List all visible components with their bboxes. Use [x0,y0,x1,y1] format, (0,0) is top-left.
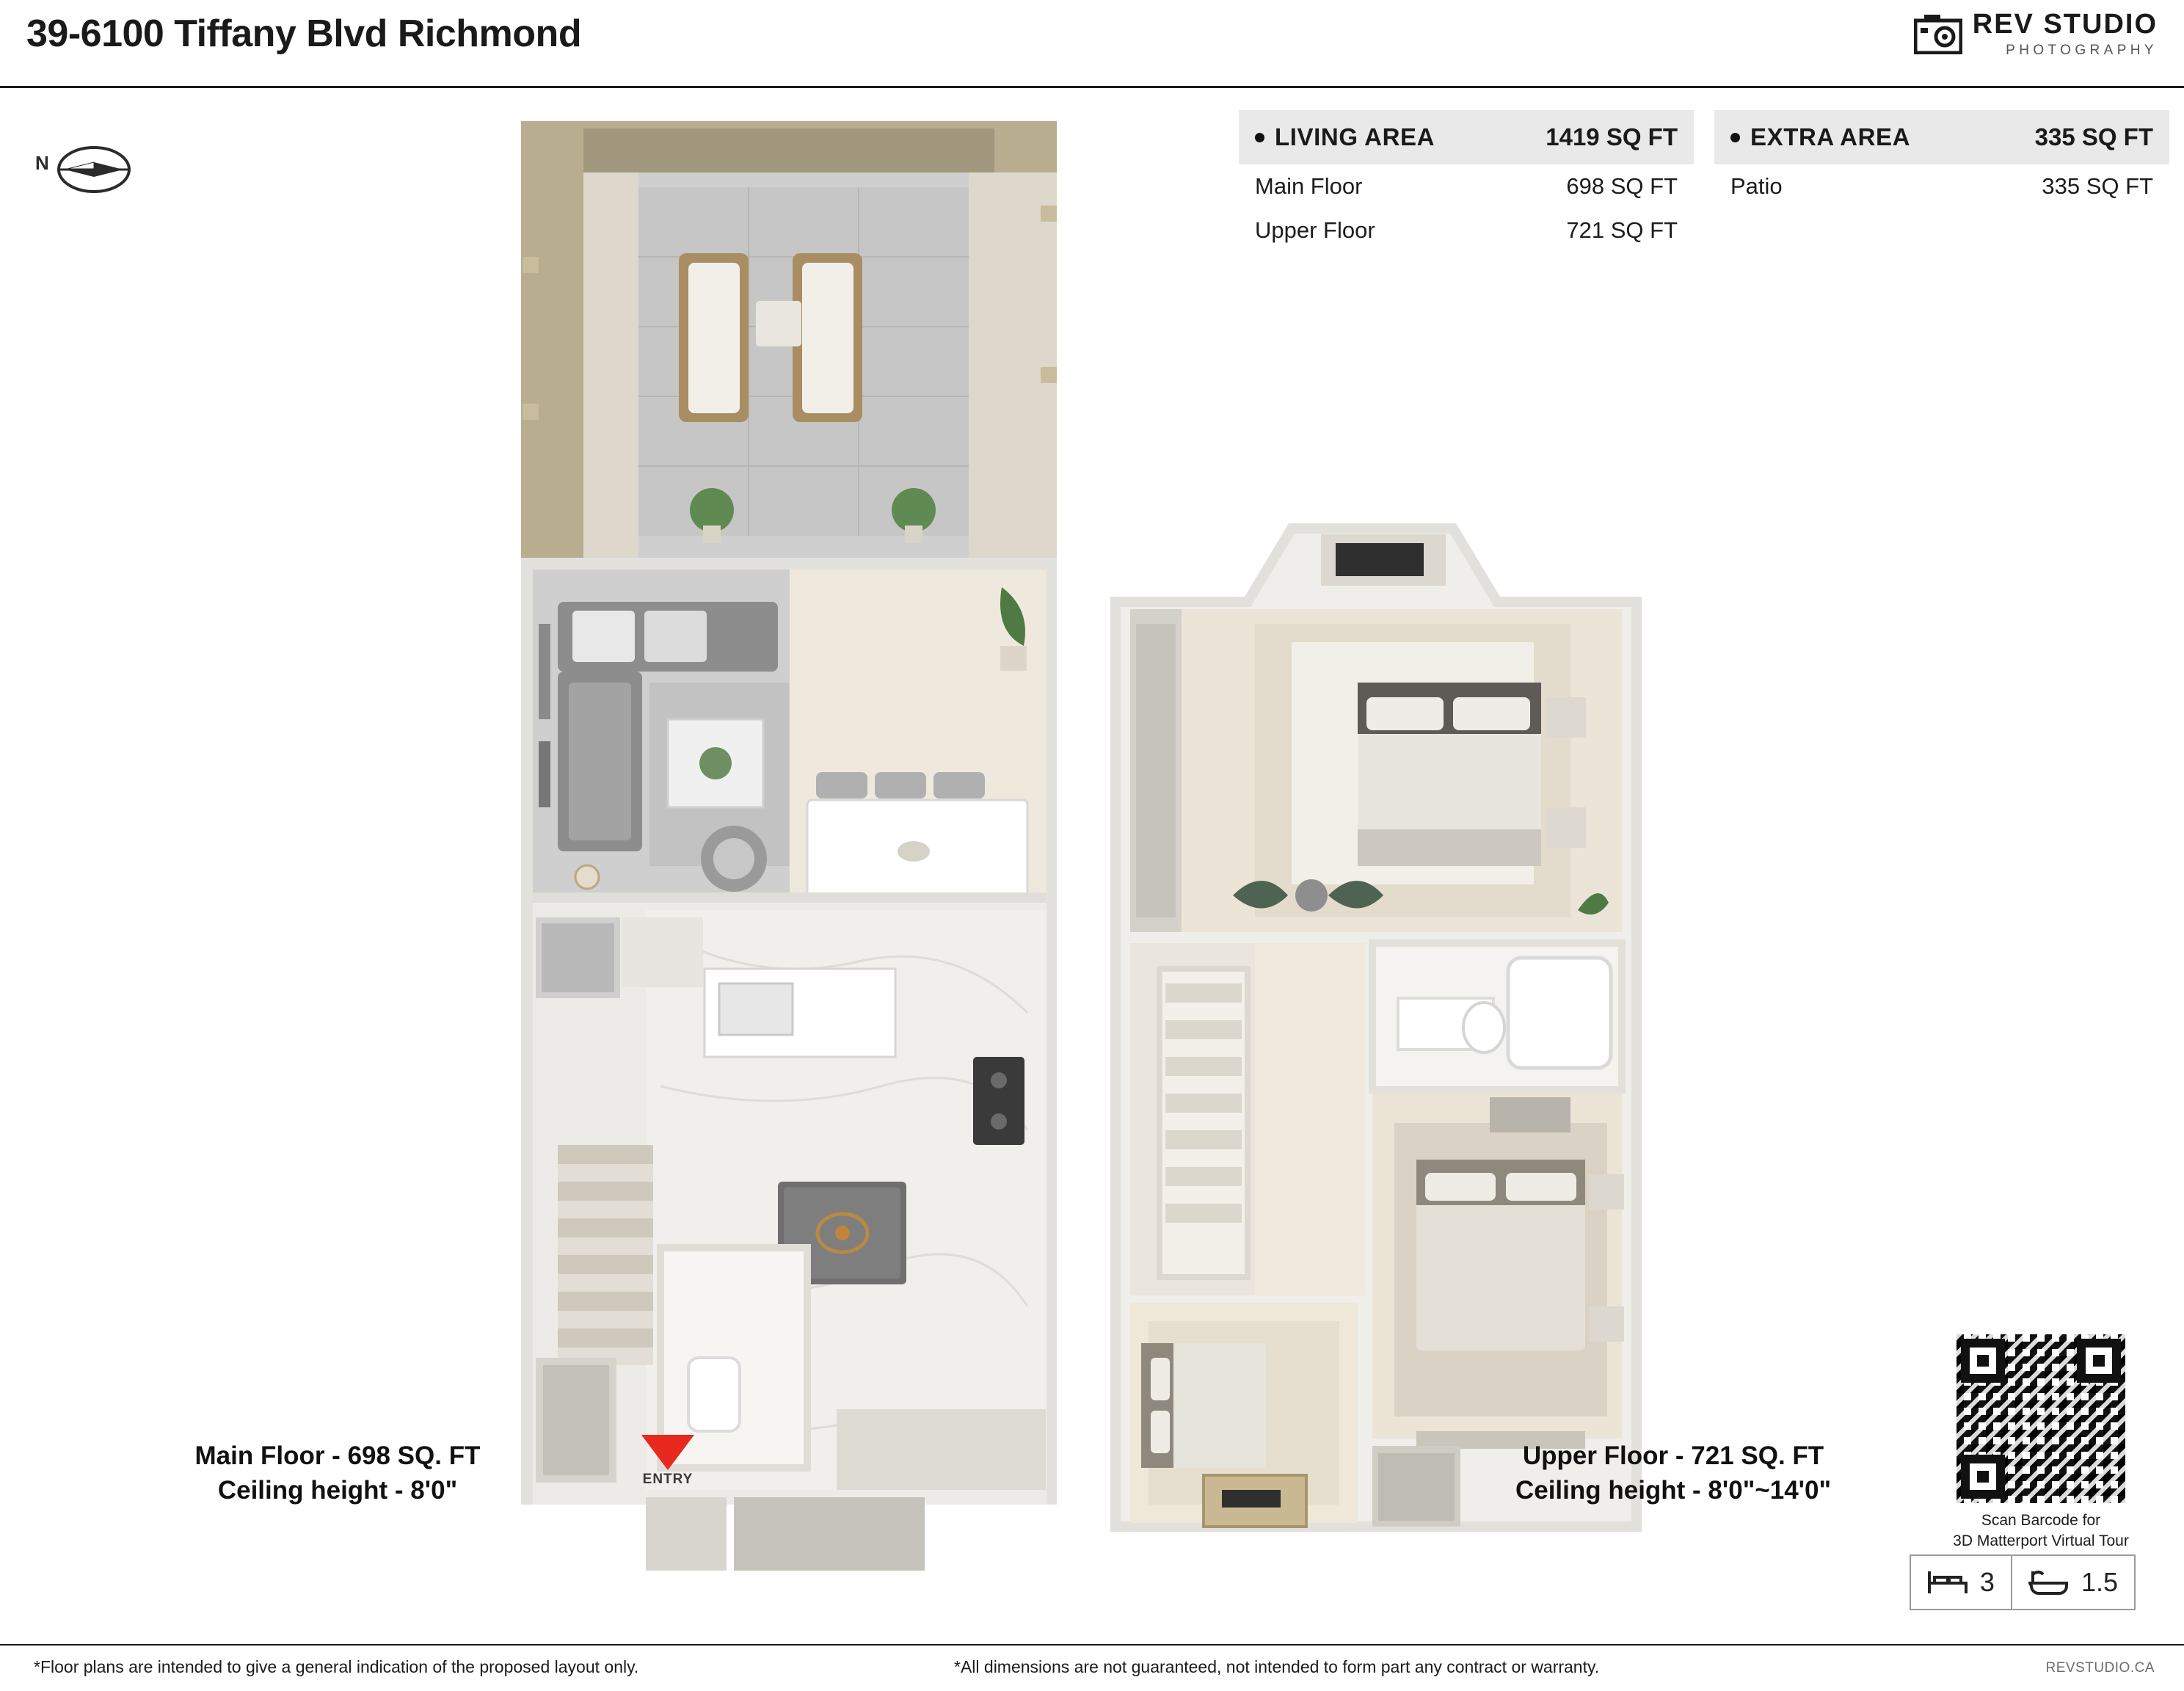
page-title: 39-6100 Tiffany Blvd Richmond [26,12,582,55]
extra-area-block [1714,110,2169,252]
area-row [1239,208,1694,252]
bedroom-count [1911,1556,2011,1609]
living-area-block [1239,110,1694,252]
patio-label: Patio [1730,173,1783,199]
living-area-total: 1419 SQ FT [1546,123,1678,150]
upper-floor-value: 721 SQ FT [1566,217,1678,243]
qr-code[interactable] [1956,1334,2125,1503]
bathtub-icon [2028,1568,2070,1596]
brand-name: REV STUDIO [1972,9,2158,40]
compass [29,136,161,202]
area-summary [1239,110,2169,252]
patio-value: 335 SQ FT [2042,173,2153,199]
main-floor-caption-line1: Main Floor - 698 SQ. FT [194,1441,481,1470]
qr-caption-line2: 3D Matterport Virtual Tour [1953,1532,2129,1550]
bathroom-value: 1.5 [2081,1567,2118,1597]
footer-disclaimer-left: *Floor plans are intended to give a general indication of the proposed layout only. [34,1657,639,1676]
brand-subtitle: PHOTOGRAPHY [2006,43,2158,58]
bedroom-value: 3 [1979,1567,1995,1597]
upper-floor-caption-line1: Upper Floor - 721 SQ. FT [1522,1441,1824,1470]
footer-website: REVSTUDIO.CA [2045,1660,2155,1676]
entry-arrow-icon [641,1435,694,1470]
footer-disclaimer-middle: *All dimensions are not guaranteed, not intended to form part any contract or warranty. [954,1657,1600,1676]
living-area-title: LIVING AREA [1275,123,1435,150]
qr-section [1949,1334,2133,1552]
bed-bath-badge [1910,1554,2136,1610]
compass-north-label: N [35,152,49,174]
compass-needle-icon [29,136,161,202]
bathroom-count [2011,1556,2134,1609]
qr-corner-icon [1961,1455,2005,1499]
extra-area-total: 335 SQ FT [2034,123,2153,150]
extra-area-header [1714,110,2169,164]
brand-logo [1914,10,2158,57]
upper-floor-plan [1108,514,1644,1563]
qr-corner-icon [2077,1339,2121,1383]
entry-label: ENTRY [642,1472,694,1487]
page-footer [0,1644,2184,1691]
bullet-icon [1730,133,1740,142]
upper-floor-caption [1453,1439,1893,1508]
main-floor-caption [132,1439,543,1508]
main-floor-plan [514,117,1093,1571]
bullet-icon [1255,133,1264,142]
upper-floor-label: Upper Floor [1255,217,1375,243]
main-floor-label: Main Floor [1255,173,1363,199]
bed-icon [1927,1568,1968,1596]
qr-caption-line1: Scan Barcode for [1981,1512,2101,1529]
main-floor-value: 698 SQ FT [1566,173,1678,199]
qr-corner-icon [1961,1339,2005,1383]
living-area-header [1239,110,1694,164]
entry-marker [620,1435,716,1488]
page-header [0,0,2184,88]
area-row [1714,164,2169,208]
area-row [1239,164,1694,208]
upper-floor-caption-line2: Ceiling height - 8'0"~14'0" [1515,1476,1832,1505]
camera-icon [1914,13,1962,54]
main-floor-caption-line2: Ceiling height - 8'0" [217,1476,458,1505]
extra-area-title: EXTRA AREA [1750,123,1911,150]
